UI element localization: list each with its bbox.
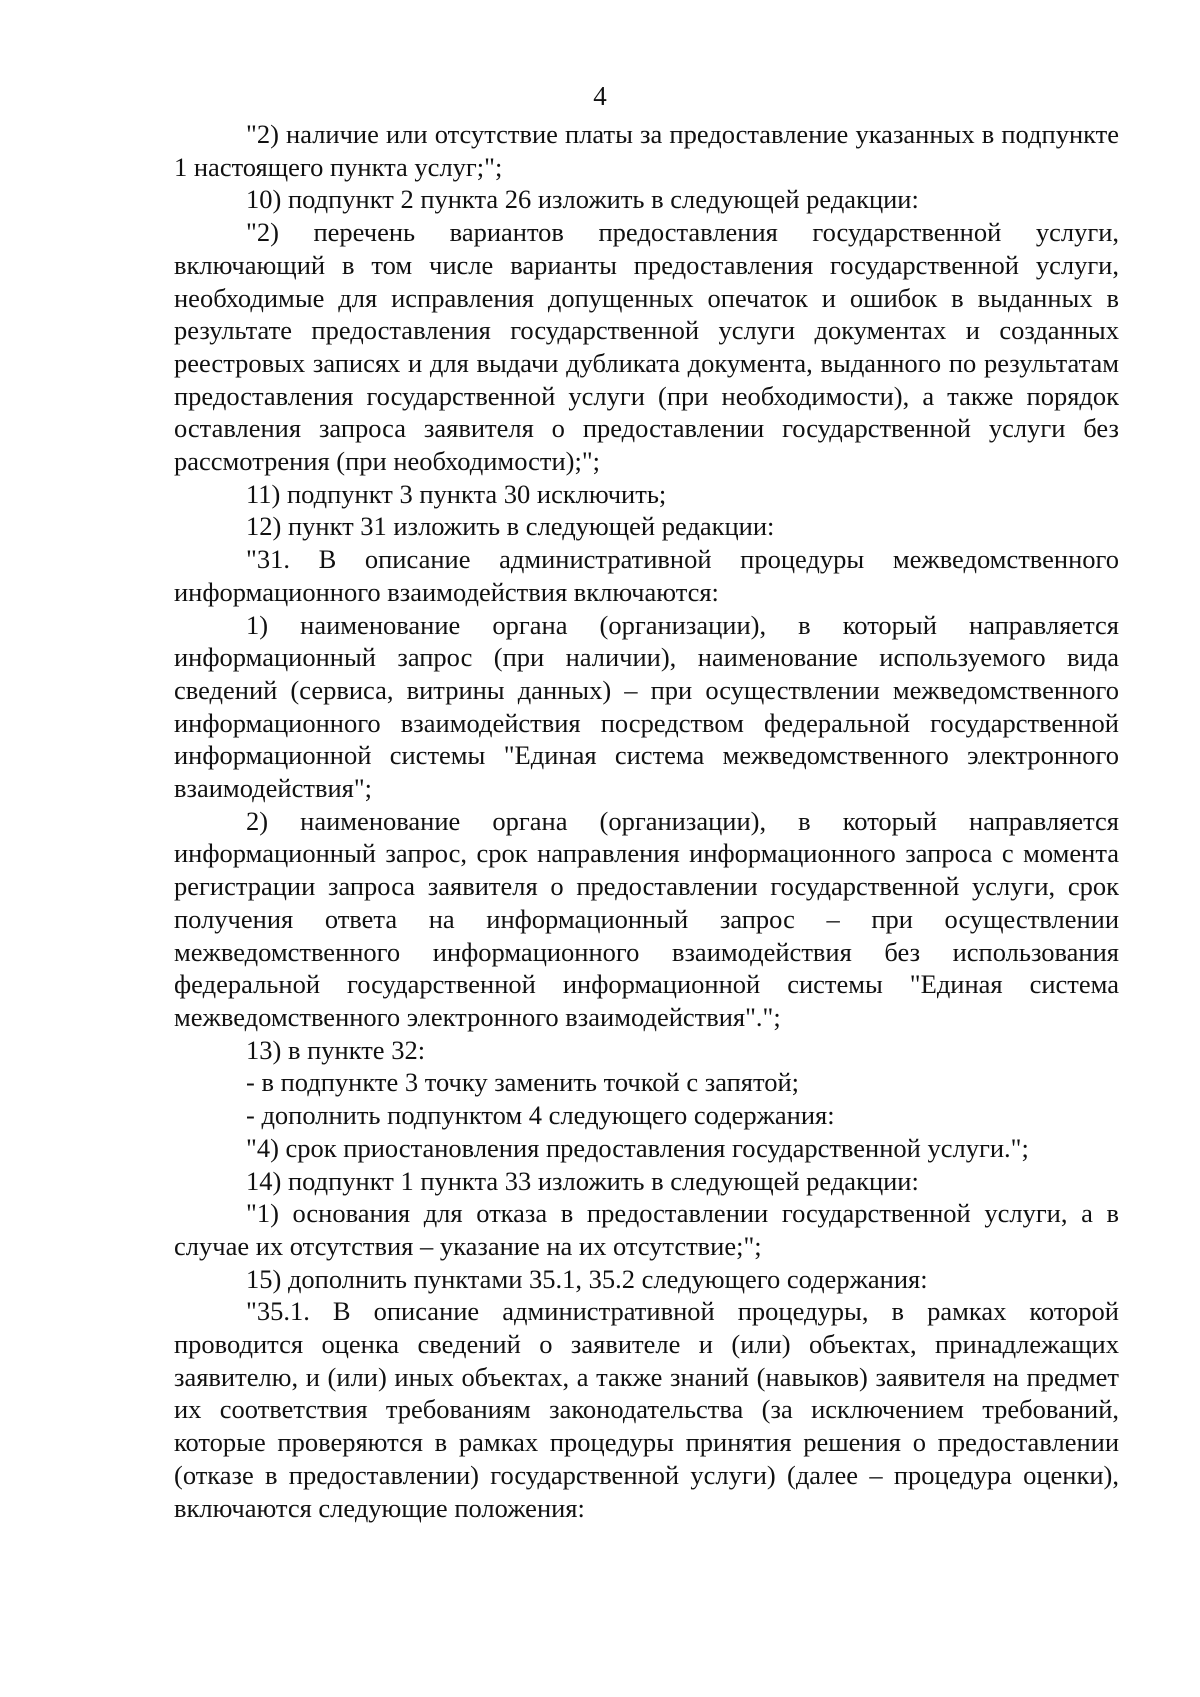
paragraph-item-15: 15) дополнить пунктами 35.1, 35.2 следующего содержания: bbox=[246, 1263, 928, 1294]
paragraph-item-13: 13) в пункте 32: bbox=[246, 1034, 426, 1065]
paragraph-item-13-dash-1: - в подпункте 3 точку заменить точкой с запятой; bbox=[246, 1067, 800, 1098]
paragraph-item-10: 10) подпункт 2 пункта 26 изложить в следующей редакции: bbox=[246, 184, 919, 215]
paragraph-item-13-dash-2: - дополнить подпунктом 4 следующего содержания: bbox=[246, 1100, 835, 1131]
document-body bbox=[174, 118, 1119, 1524]
page-number: 4 bbox=[593, 81, 607, 111]
paragraph-point-31-sub-1: 1) наименование органа (организации), в который направляется информационный запрос (при наличии), наименование используемого вида сведений (сервиса, витрины данных) – при осуществлении межведомственного информационного взаимодействия посредством федеральной государственной информационной системы "Единая система межведомственного электронного взаимодействия"; bbox=[174, 609, 1119, 804]
paragraph-point-31: "31. В описание административной процедуры межведомственного информационного взаимодействия включаются: bbox=[174, 544, 1119, 607]
paragraph-subitem-1-refusal: "1) основания для отказа в предоставлении государственной услуги, а в случае их отсутствия – указание на их отсутствие;"; bbox=[174, 1198, 1119, 1261]
paragraph-subitem-2-variants: "2) перечень вариантов предоставления государственной услуги, включающий в том числе варианты предоставления государственной услуги, необходимые для исправления допущенных опечаток и ошибок в выданных в результате предоставления государственной услуги документах и созданных реестровых записях и для выдачи дубликата документа, выданного по результатам предоставления государственной услуги (при необходимости), а также порядок оставления запроса заявителя о предоставлении государственной услуги без рассмотрения (при необходимости);"; bbox=[174, 217, 1119, 477]
paragraph-subitem-4: "4) срок приостановления предоставления государственной услуги."; bbox=[246, 1132, 1029, 1163]
paragraph-subitem-2-payment: "2) наличие или отсутствие платы за предоставление указанных в подпункте 1 настоящего пункта услуг;"; bbox=[174, 119, 1119, 182]
paragraph-point-31-sub-2: 2) наименование органа (организации), в который направляется информационный запрос, срок направления информационного запроса с момента регистрации запроса заявителя о предоставлении государственной услуги, срок получения ответа на информационный запрос – при осуществлении межведомственного информационного взаимодействия без использования федеральной государственной информационной системы "Единая система межведомственного электронного взаимодействия"."; bbox=[174, 805, 1119, 1032]
paragraph-item-14: 14) подпункт 1 пункта 33 изложить в следующей редакции: bbox=[246, 1165, 919, 1196]
paragraph-item-11: 11) подпункт 3 пункта 30 исключить; bbox=[246, 478, 667, 509]
paragraph-item-12: 12) пункт 31 изложить в следующей редакции: bbox=[246, 511, 775, 542]
paragraph-point-35-1: "35.1. В описание административной процедуры, в рамках которой проводится оценка сведений о заявителе и (или) объектах, принадлежащих заявителю, и (или) иных объектах, а также знаний (навыков) заявителя на предмет их соответствия требованиям законодательства (за исключением требований, которые проверяются в рамках процедуры принятия решения о предоставлении (отказе в предоставлении) государственной услуги) (далее – процедура оценки), включаются следующие положения: bbox=[174, 1296, 1119, 1523]
